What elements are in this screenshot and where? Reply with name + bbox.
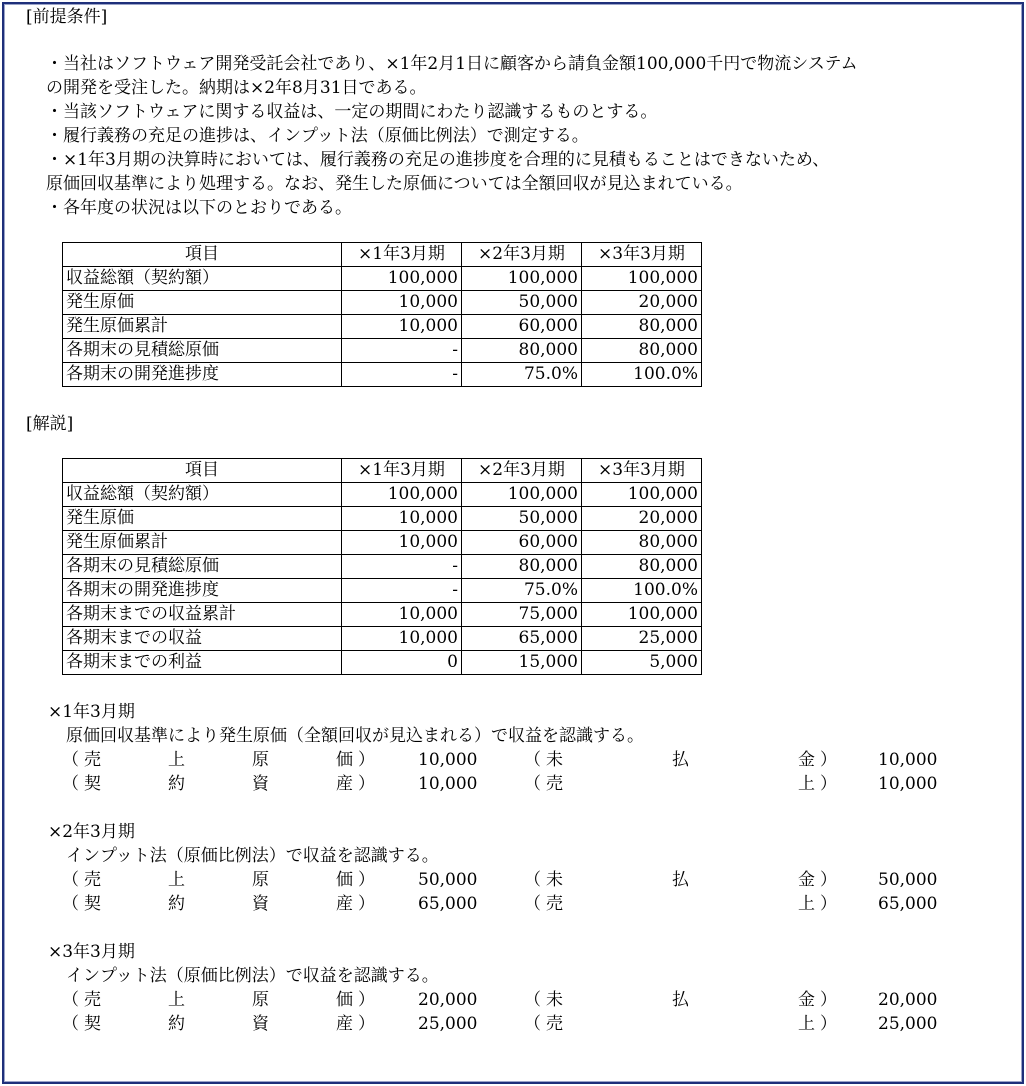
cell: 80,000 <box>582 339 702 363</box>
credit-account-char: 金 <box>798 870 815 890</box>
credit-account-char: 金 <box>798 750 815 770</box>
table-row <box>63 531 702 555</box>
debit-account-char: 売 <box>84 750 101 770</box>
header-fy2: ×2年3月期 <box>462 459 582 483</box>
debit-close-paren: ） <box>358 1014 375 1034</box>
debit-account-char: 価 <box>336 990 353 1010</box>
credit-open-paren: （ <box>524 750 541 770</box>
cell: 80,000 <box>462 555 582 579</box>
credit-account-char: 金 <box>798 990 815 1010</box>
credit-amount: 25,000 <box>878 1014 938 1034</box>
credit-account-char: 払 <box>672 990 689 1010</box>
cell: 100,000 <box>582 483 702 507</box>
credit-account-char: 売 <box>546 774 563 794</box>
debit-amount: 20,000 <box>418 990 478 1010</box>
debit-account-char: 上 <box>168 990 185 1010</box>
debit-account-char: 資 <box>252 774 269 794</box>
credit-amount: 20,000 <box>878 990 938 1010</box>
cell: 60,000 <box>462 531 582 555</box>
cell: - <box>342 339 462 363</box>
credit-amount: 10,000 <box>878 774 938 794</box>
debit-open-paren: （ <box>62 774 79 794</box>
debit-account-char: 産 <box>336 894 353 914</box>
credit-account-char: 上 <box>798 1014 815 1034</box>
cell: - <box>342 363 462 387</box>
condition-table <box>62 242 702 387</box>
credit-open-paren: （ <box>524 990 541 1010</box>
cell: 100,000 <box>342 267 462 291</box>
debit-account-char: 上 <box>168 870 185 890</box>
cell: 100,000 <box>582 603 702 627</box>
cell: 10,000 <box>342 291 462 315</box>
table-row <box>63 291 702 315</box>
table-row <box>63 483 702 507</box>
row-label: 発生原価累計 <box>63 315 342 339</box>
cell: 100,000 <box>342 483 462 507</box>
cell: 10,000 <box>342 315 462 339</box>
journal-line <box>0 868 1000 892</box>
debit-account-char: 売 <box>84 870 101 890</box>
debit-close-paren: ） <box>358 990 375 1010</box>
cell: - <box>342 555 462 579</box>
credit-account-char: 払 <box>672 870 689 890</box>
row-label: 各期末の見積総原価 <box>63 339 342 363</box>
credit-open-paren: （ <box>524 1014 541 1034</box>
debit-amount: 10,000 <box>418 774 478 794</box>
debit-close-paren: ） <box>358 774 375 794</box>
row-label: 各期末の見積総原価 <box>63 555 342 579</box>
journal-line <box>0 772 1000 796</box>
credit-account-char: 未 <box>546 870 563 890</box>
condition-line: ・各年度の状況は以下のとおりである。 <box>46 198 352 218</box>
table-header-row <box>63 243 702 267</box>
table-row <box>63 363 702 387</box>
credit-close-paren: ） <box>820 990 837 1010</box>
header-fy3: ×3年3月期 <box>582 459 702 483</box>
premise-header: [前提条件] <box>26 7 108 27</box>
journal-line <box>0 748 1000 772</box>
debit-amount: 10,000 <box>418 750 478 770</box>
cell: 60,000 <box>462 315 582 339</box>
condition-line: ・当該ソフトウェアに関する収益は、一定の期間にわたり認識するものとする。 <box>46 102 658 122</box>
credit-amount: 65,000 <box>878 894 938 914</box>
cell: 80,000 <box>462 339 582 363</box>
condition-line: ・当社はソフトウェア開発受託会社であり、×1年2月1日に顧客から請負金額100,000千円で物流システム <box>46 54 858 74</box>
entry-description: インプット法（原価比例法）で収益を認識する。 <box>66 846 439 866</box>
debit-account-char: 原 <box>252 750 269 770</box>
debit-close-paren: ） <box>358 870 375 890</box>
header-fy1: ×1年3月期 <box>342 459 462 483</box>
table-row <box>63 627 702 651</box>
debit-close-paren: ） <box>358 750 375 770</box>
entry-period: ×3年3月期 <box>48 942 135 962</box>
row-label: 発生原価 <box>63 291 342 315</box>
header-item: 項目 <box>63 243 342 267</box>
row-label: 発生原価 <box>63 507 342 531</box>
cell: 75.0% <box>462 579 582 603</box>
debit-amount: 25,000 <box>418 1014 478 1034</box>
debit-open-paren: （ <box>62 750 79 770</box>
journal-line <box>0 1012 1000 1036</box>
debit-open-paren: （ <box>62 870 79 890</box>
credit-amount: 50,000 <box>878 870 938 890</box>
table-row <box>63 315 702 339</box>
cell: 0 <box>342 651 462 675</box>
cell: 80,000 <box>582 531 702 555</box>
cell: 100,000 <box>462 267 582 291</box>
cell: 5,000 <box>582 651 702 675</box>
journal-line <box>0 892 1000 916</box>
table-row <box>63 651 702 675</box>
debit-account-char: 約 <box>168 1014 185 1034</box>
credit-close-paren: ） <box>820 774 837 794</box>
credit-account-char: 売 <box>546 1014 563 1034</box>
cell: - <box>342 579 462 603</box>
credit-close-paren: ） <box>820 750 837 770</box>
debit-account-char: 契 <box>84 894 101 914</box>
cell: 50,000 <box>462 507 582 531</box>
debit-account-char: 売 <box>84 990 101 1010</box>
table-row <box>63 267 702 291</box>
commentary-table <box>62 458 702 675</box>
entry-description: 原価回収基準により発生原価（全額回収が見込まれる）で収益を認識する。 <box>66 726 644 746</box>
condition-line: ・履行義務の充足の進捗は、インプット法（原価比例法）で測定する。 <box>46 126 589 146</box>
header-fy1: ×1年3月期 <box>342 243 462 267</box>
cell: 100.0% <box>582 363 702 387</box>
credit-close-paren: ） <box>820 870 837 890</box>
table-row <box>63 579 702 603</box>
debit-account-char: 価 <box>336 870 353 890</box>
credit-open-paren: （ <box>524 870 541 890</box>
cell: 20,000 <box>582 291 702 315</box>
credit-account-char: 売 <box>546 894 563 914</box>
row-label: 各期末までの収益 <box>63 627 342 651</box>
cell: 10,000 <box>342 507 462 531</box>
debit-amount: 50,000 <box>418 870 478 890</box>
cell: 50,000 <box>462 291 582 315</box>
header-fy3: ×3年3月期 <box>582 243 702 267</box>
cell: 10,000 <box>342 627 462 651</box>
debit-account-char: 約 <box>168 894 185 914</box>
condition-line: ・×1年3月期の決算時においては、履行義務の充足の進捗度を合理的に見積もることはできないため、 <box>46 150 830 170</box>
debit-account-char: 原 <box>252 870 269 890</box>
debit-account-char: 資 <box>252 894 269 914</box>
cell: 65,000 <box>462 627 582 651</box>
row-label: 収益総額（契約額） <box>63 483 342 507</box>
table-row <box>63 339 702 363</box>
row-label: 各期末までの利益 <box>63 651 342 675</box>
credit-account-char: 払 <box>672 750 689 770</box>
table-row <box>63 603 702 627</box>
cell: 100,000 <box>582 267 702 291</box>
cell: 25,000 <box>582 627 702 651</box>
cell: 75.0% <box>462 363 582 387</box>
debit-account-char: 資 <box>252 1014 269 1034</box>
table-row <box>63 555 702 579</box>
credit-open-paren: （ <box>524 774 541 794</box>
row-label: 各期末の開発進捗度 <box>63 363 342 387</box>
cell: 20,000 <box>582 507 702 531</box>
cell: 10,000 <box>342 603 462 627</box>
credit-account-char: 未 <box>546 990 563 1010</box>
debit-open-paren: （ <box>62 894 79 914</box>
debit-amount: 65,000 <box>418 894 478 914</box>
table-row <box>63 507 702 531</box>
debit-open-paren: （ <box>62 1014 79 1034</box>
cell: 80,000 <box>582 555 702 579</box>
credit-open-paren: （ <box>524 894 541 914</box>
debit-close-paren: ） <box>358 894 375 914</box>
row-label: 発生原価累計 <box>63 531 342 555</box>
cell: 100,000 <box>462 483 582 507</box>
cell: 75,000 <box>462 603 582 627</box>
cell: 100.0% <box>582 579 702 603</box>
entry-description: インプット法（原価比例法）で収益を認識する。 <box>66 966 439 986</box>
condition-line: の開発を受注した。納期は×2年8月31日である。 <box>46 78 427 98</box>
debit-account-char: 産 <box>336 1014 353 1034</box>
cell: 10,000 <box>342 531 462 555</box>
debit-account-char: 価 <box>336 750 353 770</box>
cell: 80,000 <box>582 315 702 339</box>
debit-account-char: 産 <box>336 774 353 794</box>
row-label: 収益総額（契約額） <box>63 267 342 291</box>
header-fy2: ×2年3月期 <box>462 243 582 267</box>
row-label: 各期末までの収益累計 <box>63 603 342 627</box>
debit-account-char: 上 <box>168 750 185 770</box>
cell: 15,000 <box>462 651 582 675</box>
credit-close-paren: ） <box>820 1014 837 1034</box>
debit-account-char: 契 <box>84 1014 101 1034</box>
entry-period: ×1年3月期 <box>48 702 135 722</box>
entry-period: ×2年3月期 <box>48 822 135 842</box>
debit-account-char: 約 <box>168 774 185 794</box>
credit-amount: 10,000 <box>878 750 938 770</box>
credit-account-char: 上 <box>798 894 815 914</box>
credit-account-char: 未 <box>546 750 563 770</box>
debit-account-char: 原 <box>252 990 269 1010</box>
row-label: 各期末の開発進捗度 <box>63 579 342 603</box>
table-header-row <box>63 459 702 483</box>
debit-open-paren: （ <box>62 990 79 1010</box>
journal-line <box>0 988 1000 1012</box>
commentary-header: [解説] <box>26 414 74 434</box>
condition-line: 原価回収基準により処理する。なお、発生した原価については全額回収が見込まれている。 <box>46 174 743 194</box>
credit-close-paren: ） <box>820 894 837 914</box>
debit-account-char: 契 <box>84 774 101 794</box>
credit-account-char: 上 <box>798 774 815 794</box>
header-item: 項目 <box>63 459 342 483</box>
